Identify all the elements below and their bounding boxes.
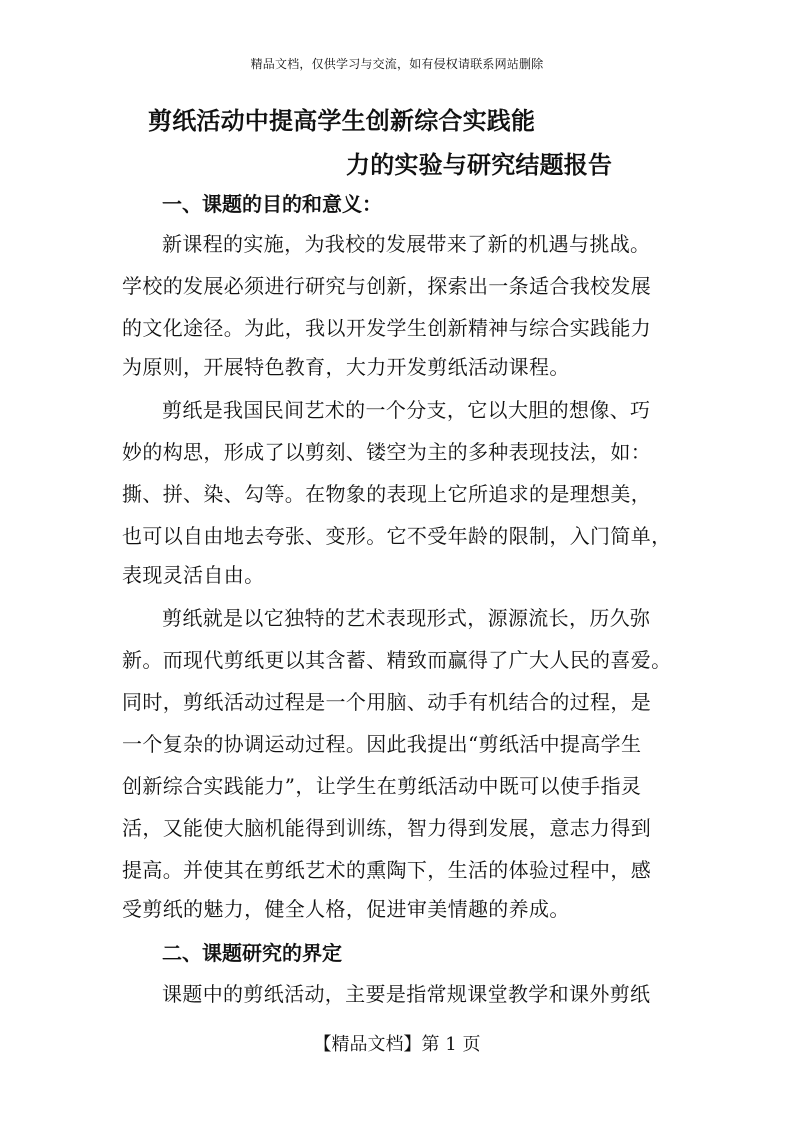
section-heading-definition: 二、课题研究的界定 bbox=[162, 941, 342, 965]
body-line: 剪纸是我国民间艺术的一个分支，它以大胆的想像、巧 bbox=[162, 398, 651, 422]
section-heading-purpose: 一、课题的目的和意义： bbox=[162, 192, 382, 216]
body-line: 新。而现代剪纸更以其含蓄、精致而赢得了广大人民的喜爱。 bbox=[122, 648, 672, 672]
body-line: 同时，剪纸活动过程是一个用脑、动手有机结合的过程，是 bbox=[122, 690, 652, 714]
header-note: 精品文档，仅供学习与交流，如有侵权请联系网站删除 bbox=[250, 57, 544, 71]
body-line: 为原则，开展特色教育，大力开发剪纸活动课程。 bbox=[122, 355, 570, 379]
body-line: 新课程的实施，为我校的发展带来了新的机遇与挑战。 bbox=[162, 232, 651, 256]
body-line: 受剪纸的魅力，健全人格，促进审美情趣的养成。 bbox=[122, 897, 570, 921]
body-line: 的文化途径。为此，我以开发学生创新精神与综合实践能力 bbox=[122, 316, 652, 340]
body-line: 一个复杂的协调运动过程。因此我提出“剪纸活中提高学生 bbox=[122, 732, 642, 756]
body-line: 课题中的剪纸活动，主要是指常规课堂教学和课外剪纸 bbox=[162, 982, 651, 1006]
body-line: 也可以自由地去夸张、变形。它不受年龄的限制，入门简单， bbox=[122, 524, 672, 548]
body-line: 剪纸就是以它独特的艺术表现形式，源源流长，历久弥 bbox=[162, 606, 651, 630]
document-title-line-1: 剪纸活动中提高学生创新综合实践能 bbox=[148, 107, 536, 135]
document-title-line-2: 力的实验与研究结题报告 bbox=[346, 151, 613, 179]
body-line: 撕、拼、染、勾等。在物象的表现上它所追求的是理想美， bbox=[122, 482, 652, 506]
body-line: 提高。并使其在剪纸艺术的熏陶下，生活的体验过程中，感 bbox=[122, 858, 652, 882]
body-line: 创新综合实践能力”，让学生在剪纸活动中既可以使手指灵 bbox=[122, 774, 642, 798]
body-line: 妙的构思，形成了以剪刻、镂空为主的多种表现技法，如： bbox=[122, 440, 652, 464]
body-line: 学校的发展必须进行研究与创新，探索出一条适合我校发展 bbox=[122, 274, 652, 298]
page-footer: 【精品文档】第 1 页 bbox=[313, 1034, 481, 1055]
body-line: 活，又能使大脑机能得到训练，智力得到发展，意志力得到 bbox=[122, 816, 652, 840]
body-line: 表现灵活自由。 bbox=[122, 563, 265, 587]
